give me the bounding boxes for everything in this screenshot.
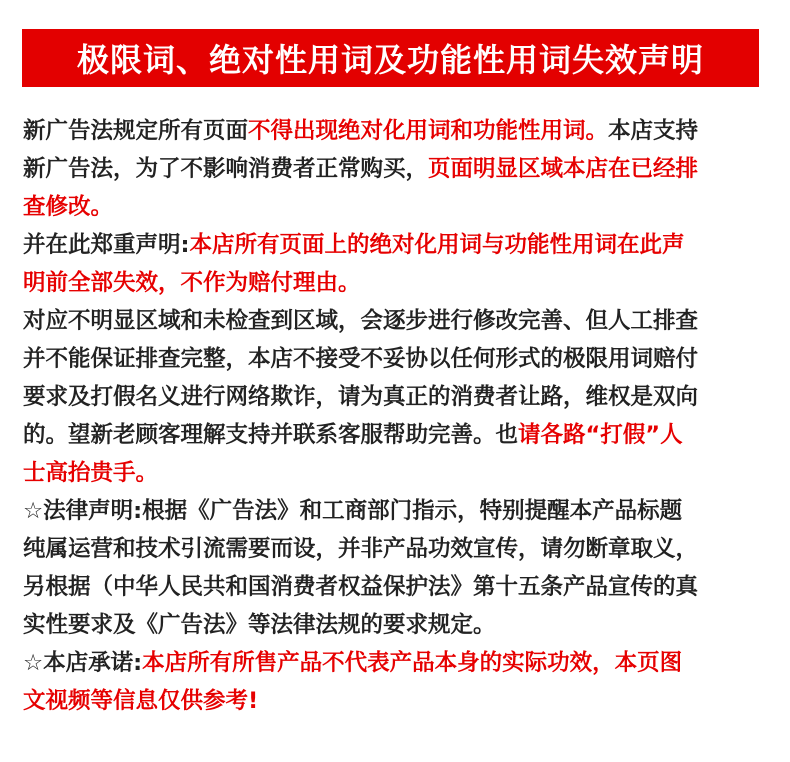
body-text: 的。望新老顾客理解支持并联系客服帮助完善。也 (23, 422, 519, 448)
text-line (23, 454, 763, 492)
text-line (23, 378, 763, 416)
body-text: 新广告法规定所有页面 (23, 118, 249, 144)
highlighted-text: 本店所有页面上的绝对化用词与功能性用词在此声 (189, 232, 685, 258)
disclaimer-body (23, 112, 763, 720)
body-text: 纯属运营和技术引流需要而设，并非产品功效宣传，请勿断章取义， (23, 536, 699, 562)
highlighted-text: 请各路“打假”人 (518, 422, 683, 448)
text-line (23, 492, 763, 530)
body-text: 新广告法，为了不影响消费者正常购买， (23, 156, 429, 182)
highlighted-text: 页面明显区域本店在已经排 (428, 156, 699, 182)
text-line (23, 416, 763, 454)
text-line (23, 226, 763, 264)
body-text: 要求及打假名义进行网络欺诈，请为真正的消费者让路，维权是双向 (23, 384, 699, 410)
text-line (23, 264, 763, 302)
text-line (23, 302, 763, 340)
text-line (23, 340, 763, 378)
body-text: 并在此郑重声明: (23, 232, 190, 258)
text-line (23, 188, 763, 226)
highlighted-text: 本店所有所售产品不代表产品本身的实际功效，本页图 (142, 650, 683, 676)
body-text: 对应不明显区域和未检查到区域，会逐步进行修改完善、但人工排查 (23, 308, 699, 334)
text-line (23, 606, 763, 644)
highlighted-text: 明前全部失效，不作为赔付理由。 (23, 270, 361, 296)
text-line (23, 568, 763, 606)
highlighted-text: 查修改。 (23, 194, 114, 220)
title-banner (22, 29, 759, 87)
text-line (23, 112, 763, 150)
text-line (23, 644, 763, 682)
text-line (23, 530, 763, 568)
highlighted-text: 士高抬贵手。 (23, 460, 159, 486)
text-line (23, 150, 763, 188)
highlighted-text: 不得出现绝对化用词和功能性用词。 (248, 118, 609, 144)
page-title: 极限词、绝对性用词及功能性用词失效声明 (76, 41, 704, 79)
body-text: 另根据（中华人民共和国消费者权益保护法》第十五条产品宣传的真 (23, 574, 699, 600)
body-text: 本店支持 (608, 118, 699, 144)
body-text: ☆本店承诺: (23, 650, 143, 676)
body-text: 实性要求及《广告法》等法律法规的要求规定。 (23, 612, 496, 638)
body-text: ☆法律声明:根据《广告法》和工商部门指示，特别提醒本产品标题 (23, 498, 683, 524)
highlighted-text: 文视频等信息仅供参考! (23, 688, 259, 714)
body-text: 并不能保证排查完整，本店不接受不妥协以任何形式的极限用词赔付 (23, 346, 699, 372)
text-line (23, 682, 763, 720)
